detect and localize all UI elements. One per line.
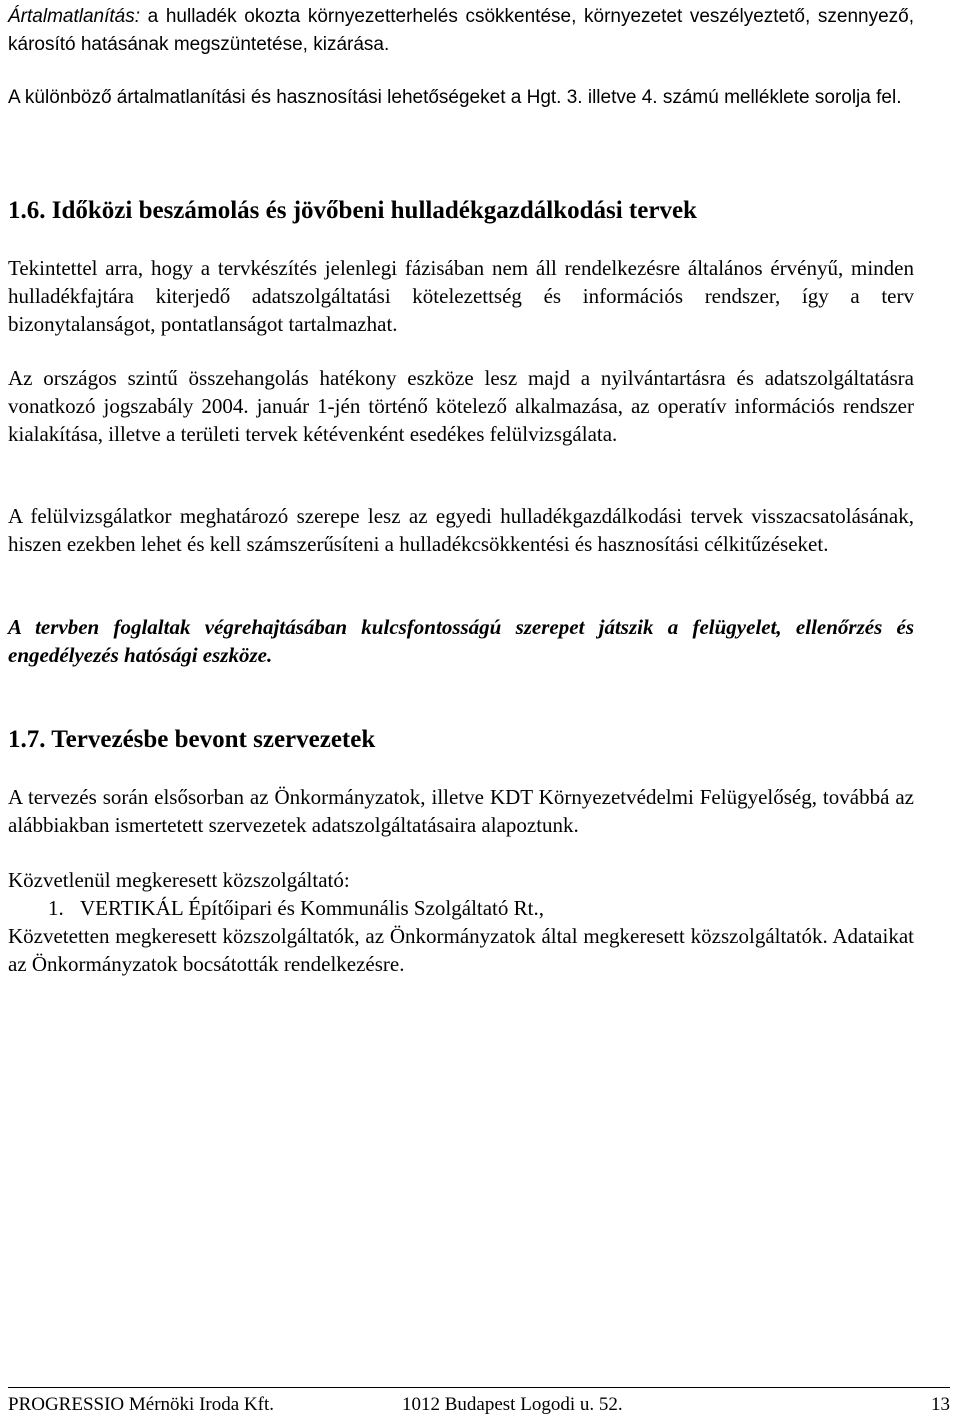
section17-paragraph-1: A tervezés során elsősorban az Önkormányzatok, illetve KDT Környezetvédelmi Felügyelőség, továbbá az alábbiakban ismertetett szervezetek adatszolgáltatásaira alapoztunk.: [8, 785, 914, 837]
intro-term: Ártalmatlanítás:: [8, 6, 140, 27]
intro-second-paragraph: A különböző ártalmatlanítási és hasznosítási lehetőségeket a Hgt. 3. illetve 4. számú melléklete sorolja fel.: [8, 87, 902, 108]
section17-paragraph-2: Közvetetten megkeresett közszolgáltatók, az Önkormányzatok által megkeresett közszolgáltatók. Adataikat az Önkormányzatok bocsátották rendelkezésre.: [8, 924, 914, 976]
page-footer: [8, 1387, 950, 1415]
direct-provider-label: Közvetlenül megkeresett közszolgáltató:: [8, 868, 350, 892]
intro-paragraph: [8, 3, 914, 59]
section16-paragraph-3: A felülvizsgálatkor meghatározó szerepe lesz az egyedi hulladékgazdálkodási tervek visszacsatolásának, hiszen ezekben lehet és kell számszerűsíteni a hulladékcsökkentési és hasznosítási célkitűzéseket.: [8, 504, 914, 556]
footer-company: PROGRESSIO Mérnöki Iroda Kft.: [8, 1394, 274, 1415]
list-item-number: 1.: [48, 896, 64, 920]
footer-address: 1012 Budapest Logodi u. 52.: [402, 1394, 623, 1415]
section16-paragraph-1: Tekintettel arra, hogy a tervkészítés jelenlegi fázisában nem áll rendelkezésre általános érvényű, minden hulladékfajtára kiterjedő adatszolgáltatási kötelezettség és információs rendszer, így a terv bizonytalanságot, pontatlanságot tartalmazhat.: [8, 256, 914, 336]
section-heading-1-7: 1.7. Tervezésbe bevont szervezetek: [8, 726, 376, 753]
provider-list: [48, 894, 544, 922]
footer-page-number: 13: [931, 1394, 950, 1415]
section16-paragraph-2: Az országos szintű összehangolás hatékony eszköze lesz majd a nyilvántartásra és adatszolgáltatásra vonatkozó jogszabály 2004. január 1-jén történő kötelező alkalmazása, az operatív információs rendszer kialakítása, illetve a területi tervek kétévenként esedékes felülvizsgálata.: [8, 366, 914, 446]
intro-definition: a hulladék okozta környezetterhelés csökkentése, környezetet veszélyeztető, szennyező, károsító hatásának megszüntetése, kizárása.: [8, 6, 914, 55]
list-item-text: VERTIKÁL Építőipari és Kommunális Szolgáltató Rt.,: [80, 896, 544, 920]
section-heading-1-6: 1.6. Időközi beszámolás és jövőbeni hulladékgazdálkodási tervek: [8, 197, 697, 224]
section16-emphasis-paragraph: A tervben foglaltak végrehajtásában kulcsfontosságú szerepet játszik a felügyelet, ellenőrzés és engedélyezés hatósági eszköze.: [8, 615, 914, 667]
list-item: [48, 894, 544, 922]
